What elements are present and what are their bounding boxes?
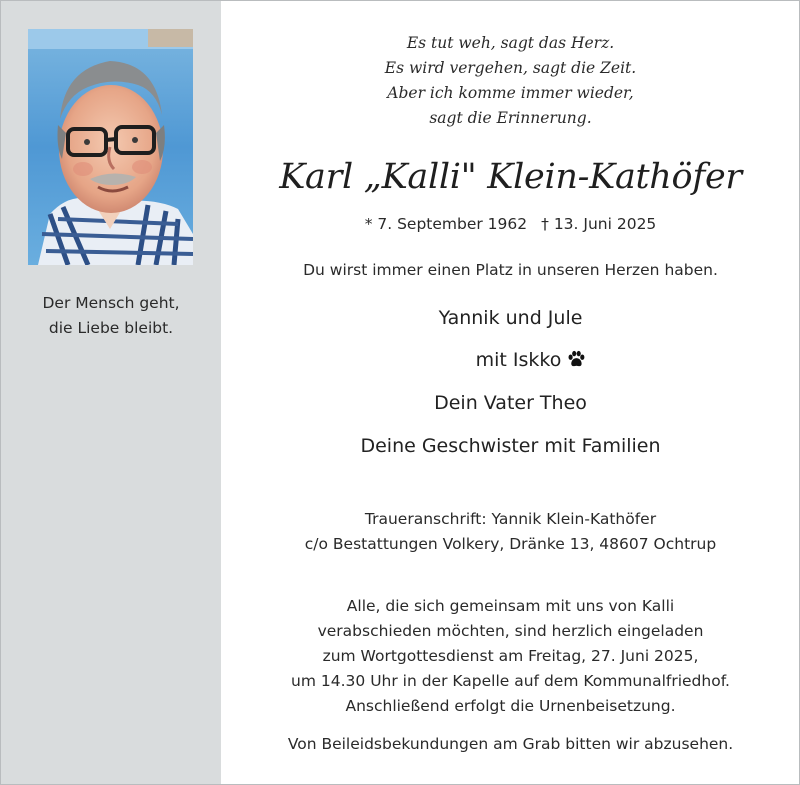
deceased-name: Karl „Kalli" Klein-Kathöfer [279, 157, 742, 197]
invitation-line: Anschließend erfolgt die Urnenbeisetzung. [345, 697, 676, 715]
birth-date: * 7. September 1962 [364, 215, 528, 233]
sidebar-quote-line: die Liebe bleibt. [48, 319, 174, 337]
invitation-line: Alle, die sich gemeinsam mit uns von Kalli [346, 597, 675, 615]
poem-line: Aber ich komme immer wieder, [387, 84, 634, 102]
invitation-line: zum Wortgottesdienst am Freitag, 27. Juni 2025, [322, 647, 699, 665]
poem-line: Es tut weh, sagt das Herz. [406, 34, 615, 52]
sidebar-quote-line: Der Mensch geht, [42, 294, 180, 312]
mourner-pet-text: mit Iskko [475, 349, 562, 371]
closing-note: Von Beileidsbekundungen am Grab bitten wir abzusehen. [287, 735, 734, 753]
poem-line: Es wird vergehen, sagt die Zeit. [384, 59, 637, 77]
mourner-line: Yannik und Jule [438, 307, 583, 329]
mourner-line: Deine Geschwister mit Familien [360, 435, 661, 457]
invitation-line: verabschieden möchten, sind herzlich eingeladen [317, 622, 704, 640]
address-line: Traueranschrift: Yannik Klein-Kathöfer [364, 510, 657, 528]
tagline: Du wirst immer einen Platz in unseren Herzen haben. [303, 261, 718, 279]
poem-line: sagt die Erinnerung. [429, 109, 592, 127]
death-date: † 13. Juni 2025 [541, 215, 657, 233]
mourner-line: Dein Vater Theo [434, 392, 587, 414]
invitation-line: um 14.30 Uhr in der Kapelle auf dem Kommunalfriedhof. [291, 672, 730, 690]
address-line: c/o Bestattungen Volkery, Dränke 13, 48607 Ochtrup [304, 535, 717, 553]
